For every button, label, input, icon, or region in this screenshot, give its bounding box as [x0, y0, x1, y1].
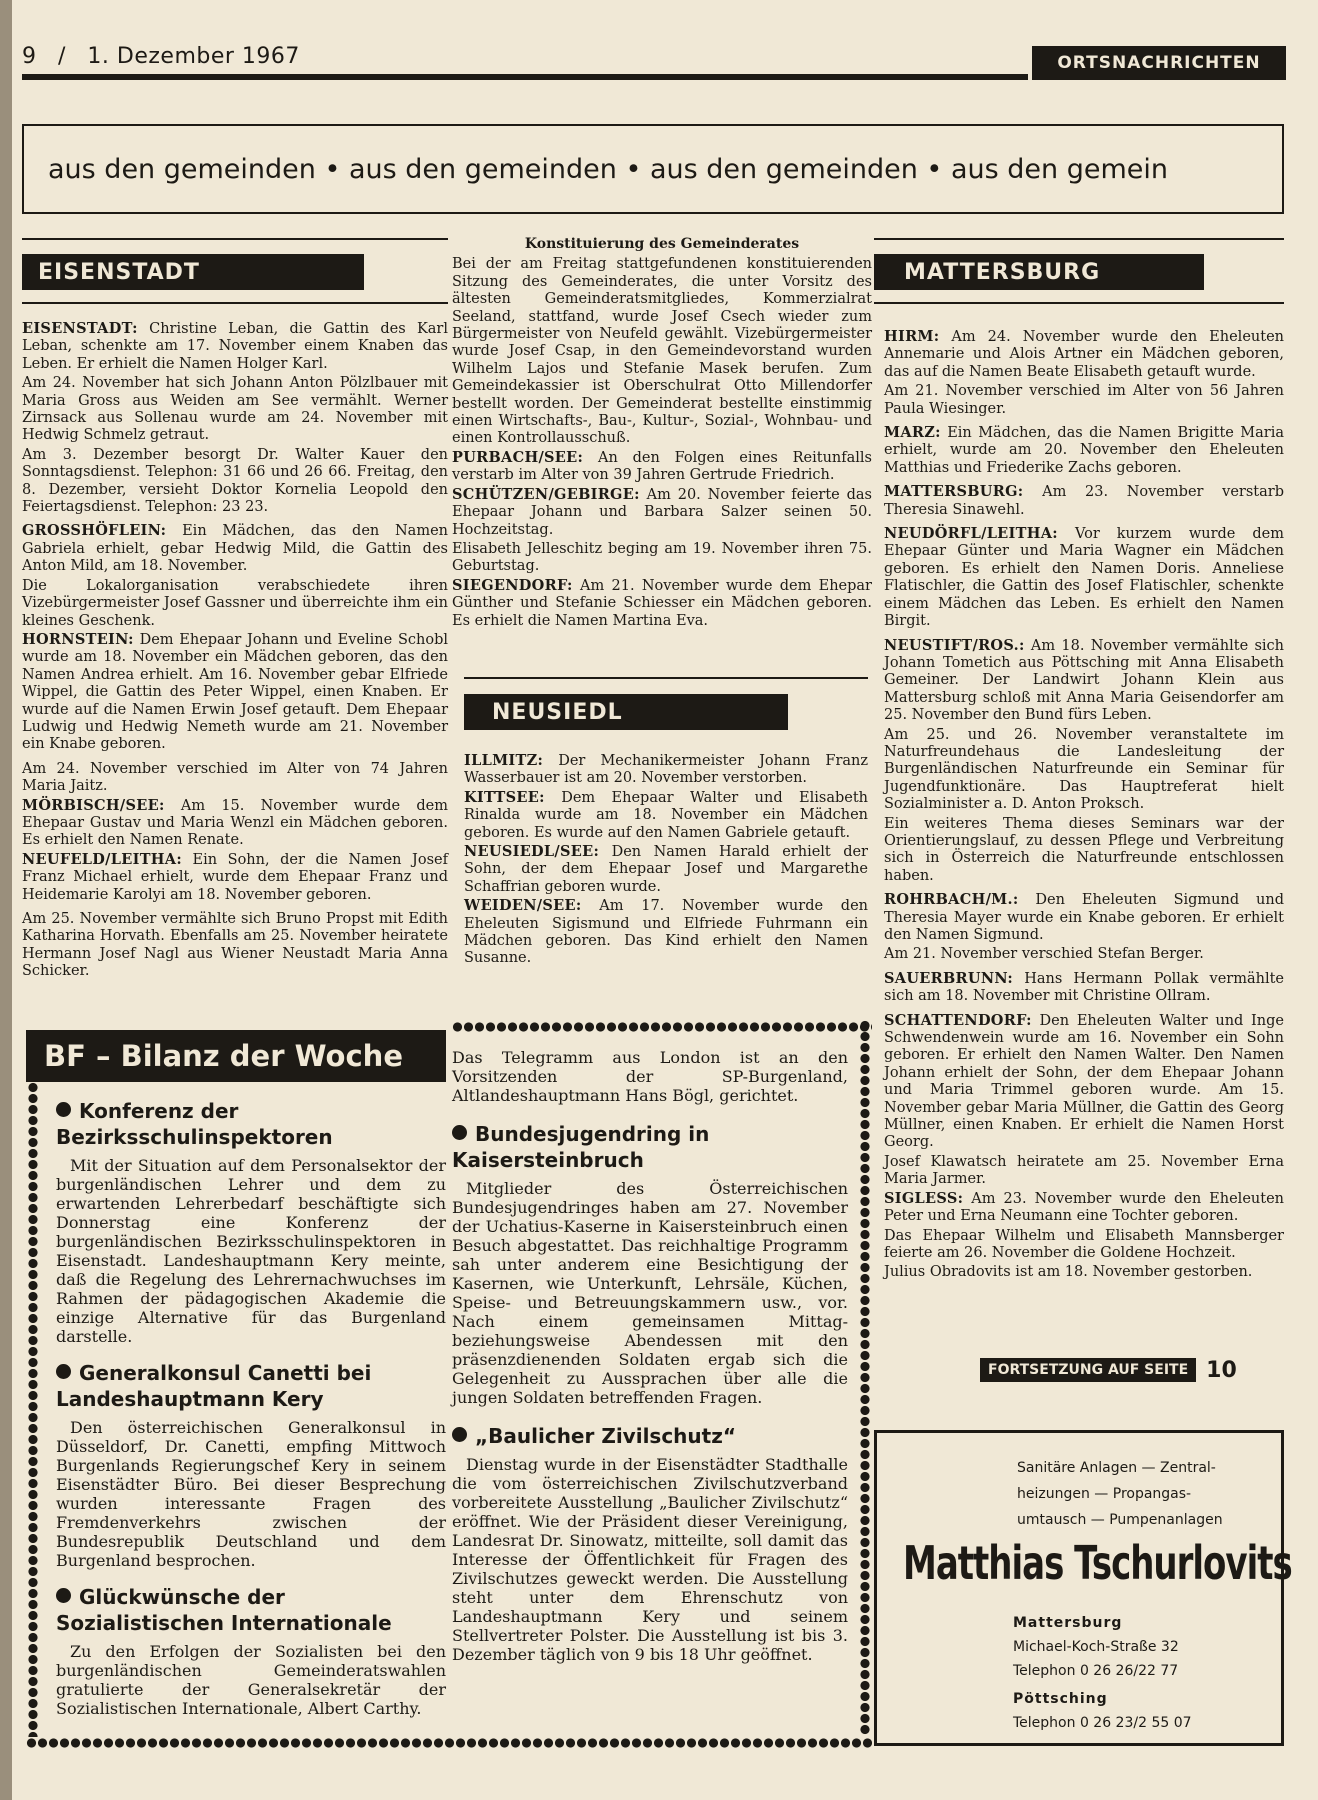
news-item: Am 23. November wurde den Eheleuten Peter und Erna Neumann eine Tochter geboren. — [884, 1190, 1284, 1225]
place-name: WEIDEN/SEE: — [464, 897, 582, 915]
issue-date: 1. Dezember 1967 — [87, 44, 300, 69]
place-name: SIEGENDORF: — [452, 576, 573, 594]
continuation-note — [980, 1356, 1284, 1384]
bf-article: Mitglieder des Österreichischen Bundesjugendringes haben am 27. November der Uchatius-Kaserne in Kaisersteinbruch einen Besuch abgestattet. Das reichhaltige Programm sah unter anderem eine Besichtigung der Kasernen, wie Unterkunft, Lehrsäle, Küchen, Speise- und Betreuungskammern usw., vor. Nach einem gemeinsamen Mittag- beziehungsweise Abendessen mit den präsenzdienenden Soldaten ergab sich die Gelegenheit zu Aussprachen über alle die jungen Soldaten betreffenden Fragen. — [452, 1179, 848, 1407]
continuation-page: 10 — [1206, 1357, 1237, 1383]
place-name: MARZ: — [884, 424, 941, 442]
ad-phone: Telephon 0 26 26/22 77 — [1013, 1663, 1179, 1679]
news-item: Am 15. November wurde dem Ehepaar Gustav und Maria Wenzl ein Mädchen geboren. Es erhielt den Namen Renate. — [22, 797, 448, 849]
ad-contact — [1013, 1611, 1273, 1735]
neusiedl-column — [464, 752, 868, 969]
dotted-border-left — [26, 1082, 40, 1737]
news-item: Am 24. November wurde den Eheleuten Annemarie und Alois Artner ein Mädchen geboren, das auf die Namen Beate Elisabeth getauft wurde. — [884, 329, 1284, 380]
bf-right-column — [452, 1048, 848, 1664]
place-name: MATTERSBURG: — [884, 483, 1024, 501]
column-rule — [22, 238, 448, 240]
bullet-icon — [56, 1102, 71, 1117]
bf-left-column — [56, 1090, 446, 1718]
ad-line: Sanitäre Anlagen — Zentral- — [1017, 1460, 1216, 1476]
news-item: Ein Mädchen, das den Namen Gabriela erhielt, gebar Hedwig Mild, die Gattin des Anton Mild, am 18. November. — [22, 523, 448, 575]
place-name: ILLMITZ: — [464, 752, 544, 769]
news-item: Am 25. November vermählte sich Bruno Propst mit Edith Katharina Horvath. Ebenfalls am 25. November heiratete Hermann Josef Nagl aus Wiener Neustadt Maria Anna Schicker. — [22, 911, 448, 980]
place-name: NEUSTIFT/ROS.: — [884, 636, 1025, 654]
news-item: Am 21. November verschied Stefan Berger. — [884, 946, 1204, 963]
bf-box-title: BF – Bilanz der Woche — [26, 1030, 446, 1082]
news-item: Den Eheleuten Sigmund und Theresia Mayer wurde ein Knabe geboren. Er erhielt den Namen Sigmund. — [884, 892, 1284, 943]
column-rule — [874, 238, 1284, 240]
bf-article: Das Telegramm aus London ist an den Vorsitzenden der SP-Burgenland, Altlandeshauptmann Hans Bögl, gerichtet. — [452, 1048, 848, 1105]
news-item: Am 21. November verschied im Alter von 56 Jahren Paula Wiesinger. — [884, 383, 1284, 417]
news-item: Elisabeth Jelleschitz beging am 19. November ihren 75. Geburtstag. — [452, 540, 872, 575]
subheading: Konstituierung des Gemeinderates — [524, 236, 800, 252]
place-name: PURBACH/SEE: — [452, 448, 584, 466]
place-name: MÖRBISCH/SEE: — [22, 796, 165, 814]
news-item: Christine Leban, die Gattin des Karl Leban, schenkte am 17. November einem Knaben das Leben. Er erhielt die Namen Holger Karl. — [22, 321, 448, 372]
bullet-icon — [452, 1125, 467, 1140]
banner-text: aus den gemeinden • aus den gemeinden • aus den gemeinden • aus den gemein — [48, 153, 1168, 185]
section-label: ORTSNACHRICHTEN — [1032, 46, 1286, 80]
bf-heading — [452, 1423, 848, 1449]
page-header — [22, 44, 300, 69]
bf-article: Dienstag wurde in der Eisenstädter Stadthalle die vom österreichischen Zivilschutzverband vorbereitete Ausstellung „Baulicher Zivilschutz“ eröffnet. Wie der Präsident dieser Vereinigung, Landesrat Dr. Sinowatz, mitteilte, soll damit das Interesse der Öffentlichkeit für Fragen des Zivilschutzes geweckt werden. Die Ausstellung steht unter dem Ehrenschutz von Landeshauptmann Kery und seinem Stellvertreter Polster. Die Ausstellung ist bis 3. Dezember täglich von 9 bis 18 Uhr geöffnet. — [452, 1455, 848, 1664]
place-name: SCHATTENDORF: — [884, 1011, 1032, 1029]
news-item: Am 18. November vermählte sich Johann Tometich aus Pöttsching mit Anna Elisabeth Gemeiner. Der Landwirt Johann Klein aus Mattersburg schloß mit Anna Maria Geisendorfer am 25. November den Bund fürs Leben. — [884, 637, 1284, 724]
bf-heading — [56, 1098, 446, 1150]
place-name: HIRM: — [884, 328, 940, 345]
bf-heading-text: Generalkonsul Canetti bei Landeshauptmann Kery — [56, 1361, 372, 1411]
news-item: Vor kurzem wurde dem Ehepaar Günter und Maria Wagner ein Mädchen geboren. Es erhielt den Namen Doris. Anneliese Flatischler, die Gattin des Josef Flatischler, schenkte einem Mädchen das Leben. Es erhielt den Namen Birgit. — [884, 526, 1284, 630]
bullet-icon — [56, 1364, 71, 1379]
advertisement — [874, 1430, 1292, 1746]
news-item: Bei der am Freitag stattgefundenen konstituierenden Sitzung des Gemeinderates, die unter Vorsitz des ältesten Gemeinderatsmitgliedes, Kommerzialrat Seeland, stattfand, wurde Josef Csech wieder zum Bürgermeister von Neufeld gewählt. Vizebürgermeister wurde Josef Csap, in den Gemeindevorstand wurden Wilhelm Lajos und Stefanie Masek berufen. Zum Gemeindekassier ist Oberschulrat Otto Millendorfer bestellt worden. Der Gemeinderat bestellte einstimmig einen Wirtschafts-, Bau-, Kultur-, Sozial-, Wohnbau- und einen Kontrollausschuß. — [452, 256, 872, 447]
news-item: Am 3. Dezember besorgt Dr. Walter Kauer den Sonntagsdienst. Telephon: 31 66 und 26 66. Freitag, den 8. Dezember, versieht Doktor Kornelia Leopold den Feiertagsdienst. Telephon: 23 23. — [22, 446, 448, 516]
bf-heading — [56, 1584, 446, 1636]
ad-company-name: Matthias Tschurlovits — [903, 1537, 1292, 1591]
page-spine-shadow — [0, 0, 12, 1800]
ad-town: Mattersburg — [1013, 1615, 1123, 1631]
news-item: Dem Ehepaar Walter und Elisabeth Rinalda wurde am 18. November ein Mädchen geboren. Es wurde auf den Namen Gabriele getauft. — [464, 789, 868, 841]
news-item: An den Folgen eines Reitunfalls verstarb im Alter von 39 Jahren Gertrude Friedrich. — [452, 449, 872, 484]
ad-line: heizungen — Propangas- — [1017, 1486, 1192, 1502]
place-name: SAUERBRUNN: — [884, 969, 1014, 987]
bf-heading — [452, 1121, 848, 1173]
news-item: Den Eheleuten Walter und Inge Schwendenwein wurde am 16. November ein Sohn geboren. Er erhielt den Namen Walter. Den Namen Johann erhielt der Sohn, der dem Ehepaar Johann und Maria Trimmel geboren wurde. Am 15. November gebar Maria Müllner, die Gattin des Georg Müllner, einen Knaben. Er erhielt die Namen Horst Georg. — [884, 1012, 1284, 1151]
news-item: Am 24. November hat sich Johann Anton Pölzlbauer mit Maria Gross aus Weiden am See vermählt. Werner Zirnsack aus Sollenau wurde am 24. November mit Hedwig Schmelz getraut. — [22, 375, 448, 444]
section-title-mattersburg: MATTERSBURG — [874, 254, 1204, 290]
bf-heading-text: Konferenz der Bezirksschulinspektoren — [56, 1099, 333, 1149]
continuation-label: FORTSETZUNG AUF SEITE — [980, 1358, 1196, 1382]
bf-article: Zu den Erfolgen der Sozialisten bei den burgenländischen Gemeinderatswahlen gratulierte der Generalsekretär der Sozialistischen Internationale, Albert Carthy. — [56, 1642, 446, 1718]
place-name: NEUSIEDL/SEE: — [464, 843, 600, 861]
bf-heading-text: Glückwünsche der Sozialistischen Internationale — [56, 1585, 392, 1635]
place-name: SIGLESS: — [884, 1189, 964, 1207]
news-item: Ein Sohn, der die Namen Josef Franz Michael erhielt, wurde dem Ehepaar Franz und Heidemarie Karolyi am 18. November geboren. — [22, 851, 448, 903]
ad-services — [1017, 1455, 1267, 1533]
news-item: Die Lokalorganisation verabschiedete ihren Vizebürgermeister Josef Gassner und überreichte ihm ein kleines Geschenk. — [22, 577, 448, 629]
ad-town: Pöttsching — [1013, 1691, 1108, 1707]
bf-article: Mit der Situation auf dem Personalsektor der burgenländischen Lehrer und dem zu erwartenden Lehrerbedarf beschäftigte sich Donnerstag eine Konferenz der burgenländischen Bezirksschulinspektoren in Eisenstadt. Landeshauptmann Kery meinte, daß die Regelung des Lehrernachwuchses im Rahmen der pädagogischen Akademie die einzige Alternative für das Burgenland darstelle. — [56, 1156, 446, 1346]
section-title-eisenstadt: EISENSTADT — [22, 254, 364, 290]
ad-line: umtausch — Pumpenanlagen — [1017, 1512, 1223, 1528]
section-title-neusiedl: NEUSIEDL — [464, 694, 788, 730]
news-item: Am 25. und 26. November veranstaltete im Naturfreundehaus die Landesleitung der Burgenländischen Naturfreunde ein Seminar für Jugendfunktionäre. Das Hauptreferat hielt Sozialminister a. D. Anton Proksch. — [884, 726, 1284, 813]
neufeld-column — [452, 236, 872, 631]
eisenstadt-column — [22, 320, 448, 982]
bullet-icon — [56, 1588, 71, 1603]
place-name: NEUDÖRFL/LEITHA: — [884, 525, 1058, 543]
dotted-border-right — [858, 1020, 872, 1735]
news-item: Hans Hermann Pollak vermählte sich am 18. November mit Christine Ollram. — [884, 970, 1284, 1005]
column-rule — [464, 677, 868, 679]
bf-heading-text: „Baulicher Zivilschutz“ — [475, 1424, 737, 1448]
mattersburg-column — [884, 328, 1284, 1283]
news-item: Ein weiteres Thema dieses Seminars war der Orientierungslauf, zu dessen Pflege und Verbreitung sich in Österreich die Naturfreunde entschlossen haben. — [884, 815, 1284, 884]
bf-heading-text: Bundesjugendring in Kaisersteinbruch — [452, 1122, 710, 1172]
news-item: Das Ehepaar Wilhelm und Elisabeth Mannsberger feierte am 26. November die Goldene Hochzeit. — [884, 1227, 1284, 1261]
place-name: GROSSHÖFLEIN: — [22, 522, 167, 540]
news-item: Josef Klawatsch heiratete am 25. November Erna Maria Jarmer. — [884, 1153, 1284, 1188]
dotted-border-top — [452, 1020, 872, 1034]
place-name: ROHRBACH/M.: — [884, 891, 1019, 909]
news-item: Ein Mädchen, das die Namen Brigitte Maria erhielt, wurde am 20. November den Eheleuten Matthias und Friederike Zachs geboren. — [884, 425, 1284, 476]
dotted-border-bottom — [26, 1736, 872, 1750]
news-item: Der Mechanikermeister Johann Franz Wasserbauer ist am 20. November verstorben. — [464, 753, 868, 787]
news-item: Am 21. November wurde dem Ehepar Günther und Stefanie Schiesser ein Mädchen geboren. Es erhielt die Namen Martina Eva. — [452, 577, 872, 629]
place-name: KITTSEE: — [464, 788, 545, 806]
bullet-icon — [452, 1427, 467, 1442]
ad-street: Michael-Koch-Straße 32 — [1013, 1639, 1179, 1655]
news-item: Den Namen Harald erhielt der Sohn, der dem Ehepaar Josef und Margarethe Schaffrian geboren wurde. — [464, 844, 868, 895]
news-item: Am 24. November verschied im Alter von 74 Jahren Maria Jaitz. — [22, 760, 448, 795]
bf-heading — [56, 1360, 446, 1412]
banner — [22, 124, 1284, 214]
news-item: Dem Ehepaar Johann und Eveline Schobl wurde am 18. November ein Mädchen geboren, das den Namen Andrea erhielt. Am 16. November gebar Elfriede Wippel, die Gattin des Peter Wippel, einen Knaben. Er wurde auf die Namen Erwin Josef getauft. Dem Ehepaar Ludwig und Hedwig Nemeth wurde am 21. November ein Knabe geboren. — [22, 631, 448, 753]
news-item: Julius Obradovits ist am 18. November gestorben. — [884, 1264, 1253, 1281]
bf-article: Den österreichischen Generalkonsul in Düsseldorf, Dr. Canetti, empfing Mittwoch Burgenlands Regierungschef Kery in seinem Eisenstädter Büro. Bei dieser Besprechung wurden interessante Fragen des Fremdenverkehrs zwischen der Bundesrepublik Deutschland und dem Burgenland besprochen. — [56, 1418, 446, 1570]
place-name: HORNSTEIN: — [22, 630, 134, 648]
header-separator: / — [58, 44, 66, 69]
place-name: EISENSTADT: — [22, 320, 138, 337]
header-rule — [22, 74, 1028, 80]
column-rule — [22, 302, 448, 304]
place-name: SCHÜTZEN/GEBIRGE: — [452, 485, 640, 503]
place-name: NEUFELD/LEITHA: — [22, 850, 182, 868]
page-number: 9 — [22, 44, 37, 69]
news-item: Am 23. November verstarb Theresia Sinawehl. — [884, 484, 1284, 518]
newspaper-page — [12, 0, 1318, 1800]
column-rule — [874, 302, 1284, 304]
news-item: Am 20. November feierte das Ehepaar Johann und Barbara Salzer seinen 50. Hochzeitstag. — [452, 486, 872, 538]
ad-phone: Telephon 0 26 23/2 55 07 — [1013, 1715, 1192, 1731]
news-item: Am 17. November wurde den Eheleuten Sigismund und Elfriede Fuhrmann ein Mädchen geboren. Das Kind erhielt den Namen Susanne. — [464, 898, 868, 967]
